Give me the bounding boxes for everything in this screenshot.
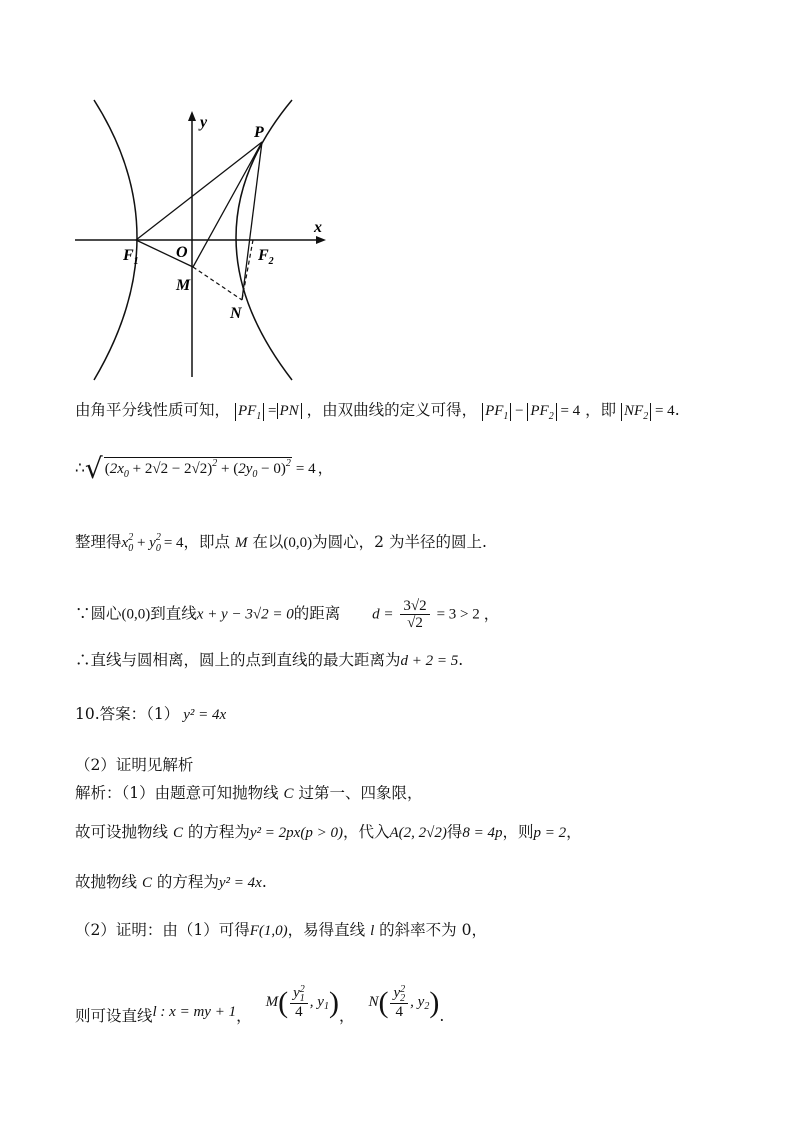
text-line-2: ∴√ $(2x_0 + 2√2 - 2√2)^2 + (2y_0 - 0)^2 = 4$ ，: [75, 452, 334, 485]
x-axis-arrow: [316, 236, 326, 244]
segment-F1-P: [136, 142, 262, 240]
text-line-5: ∴直线与圆相离，圆上的点到直线的最大距离为d + 2 = 5.: [75, 651, 464, 669]
text-line-11: （2）证明：由（1）可得F(1,0)，易得直线 l 的斜率不为 0，: [75, 921, 487, 939]
text-line-1: 由角平分线性质可知， $PF_1$ = PN ，由双曲线的定义可得， $PF_1 - PF_2 = 4$ ，即 $NF_2 = 4$.: [75, 401, 680, 422]
text-line-8: 解析：（1）由题意可知抛物线 C 过第一、四象限，: [75, 784, 423, 802]
segment-M-N: [193, 267, 242, 300]
axis-x-label: x: [314, 219, 322, 236]
text-line-7: （2）证明见解析: [75, 756, 194, 774]
label-O: O: [176, 244, 188, 261]
label-M: M: [176, 277, 191, 294]
text-line-10: 故抛物线 C 的方程为y² = 4x.: [75, 873, 267, 891]
text-line-4: ∵圆心(0,0)到直线x + y − 3√2 = 0的距离 d = $\frac{3√2}{√2}$ = 3 > 2 ，: [75, 598, 500, 631]
label-N: N: [230, 305, 242, 322]
label-F1: $F_1$: [123, 247, 139, 267]
point-M-expr: M ( $\frac{y^2_1}{4}$ , y 1 ): [265, 984, 339, 1020]
segment-P-N: [242, 142, 262, 300]
segment-F2-N: [242, 240, 253, 300]
y-axis-arrow: [188, 111, 196, 121]
text-line-9: 故可设抛物线 C 的方程为y² = 2px(p > 0)，代入A(2, 2√2)得8 = 4p，则p = 2，: [75, 823, 582, 841]
hyperbola-figure: [70, 95, 410, 385]
text-line-3: 整理得$x^2_0 + y^2_0 = 4$，即点 M 在以(0,0)为圆心，2 为半径的圆上.: [75, 532, 487, 554]
axis-y-label: y: [200, 114, 208, 131]
text-line-6: 10.答案：（1） y² = 4x: [75, 705, 227, 723]
label-F2: $F_2$: [258, 247, 274, 267]
text-line-12: 则可设直线 l : x = my + 1 ， M ( $\frac{y^2_1}{4}$ , y 1 ) ， N ( $\frac{y^2_2}{4}$ , y 2 ) .: [75, 984, 445, 1025]
point-N-expr: N ( $\frac{y^2_2}{4}$ , y 2 ): [368, 984, 440, 1020]
label-P: P: [254, 124, 264, 141]
